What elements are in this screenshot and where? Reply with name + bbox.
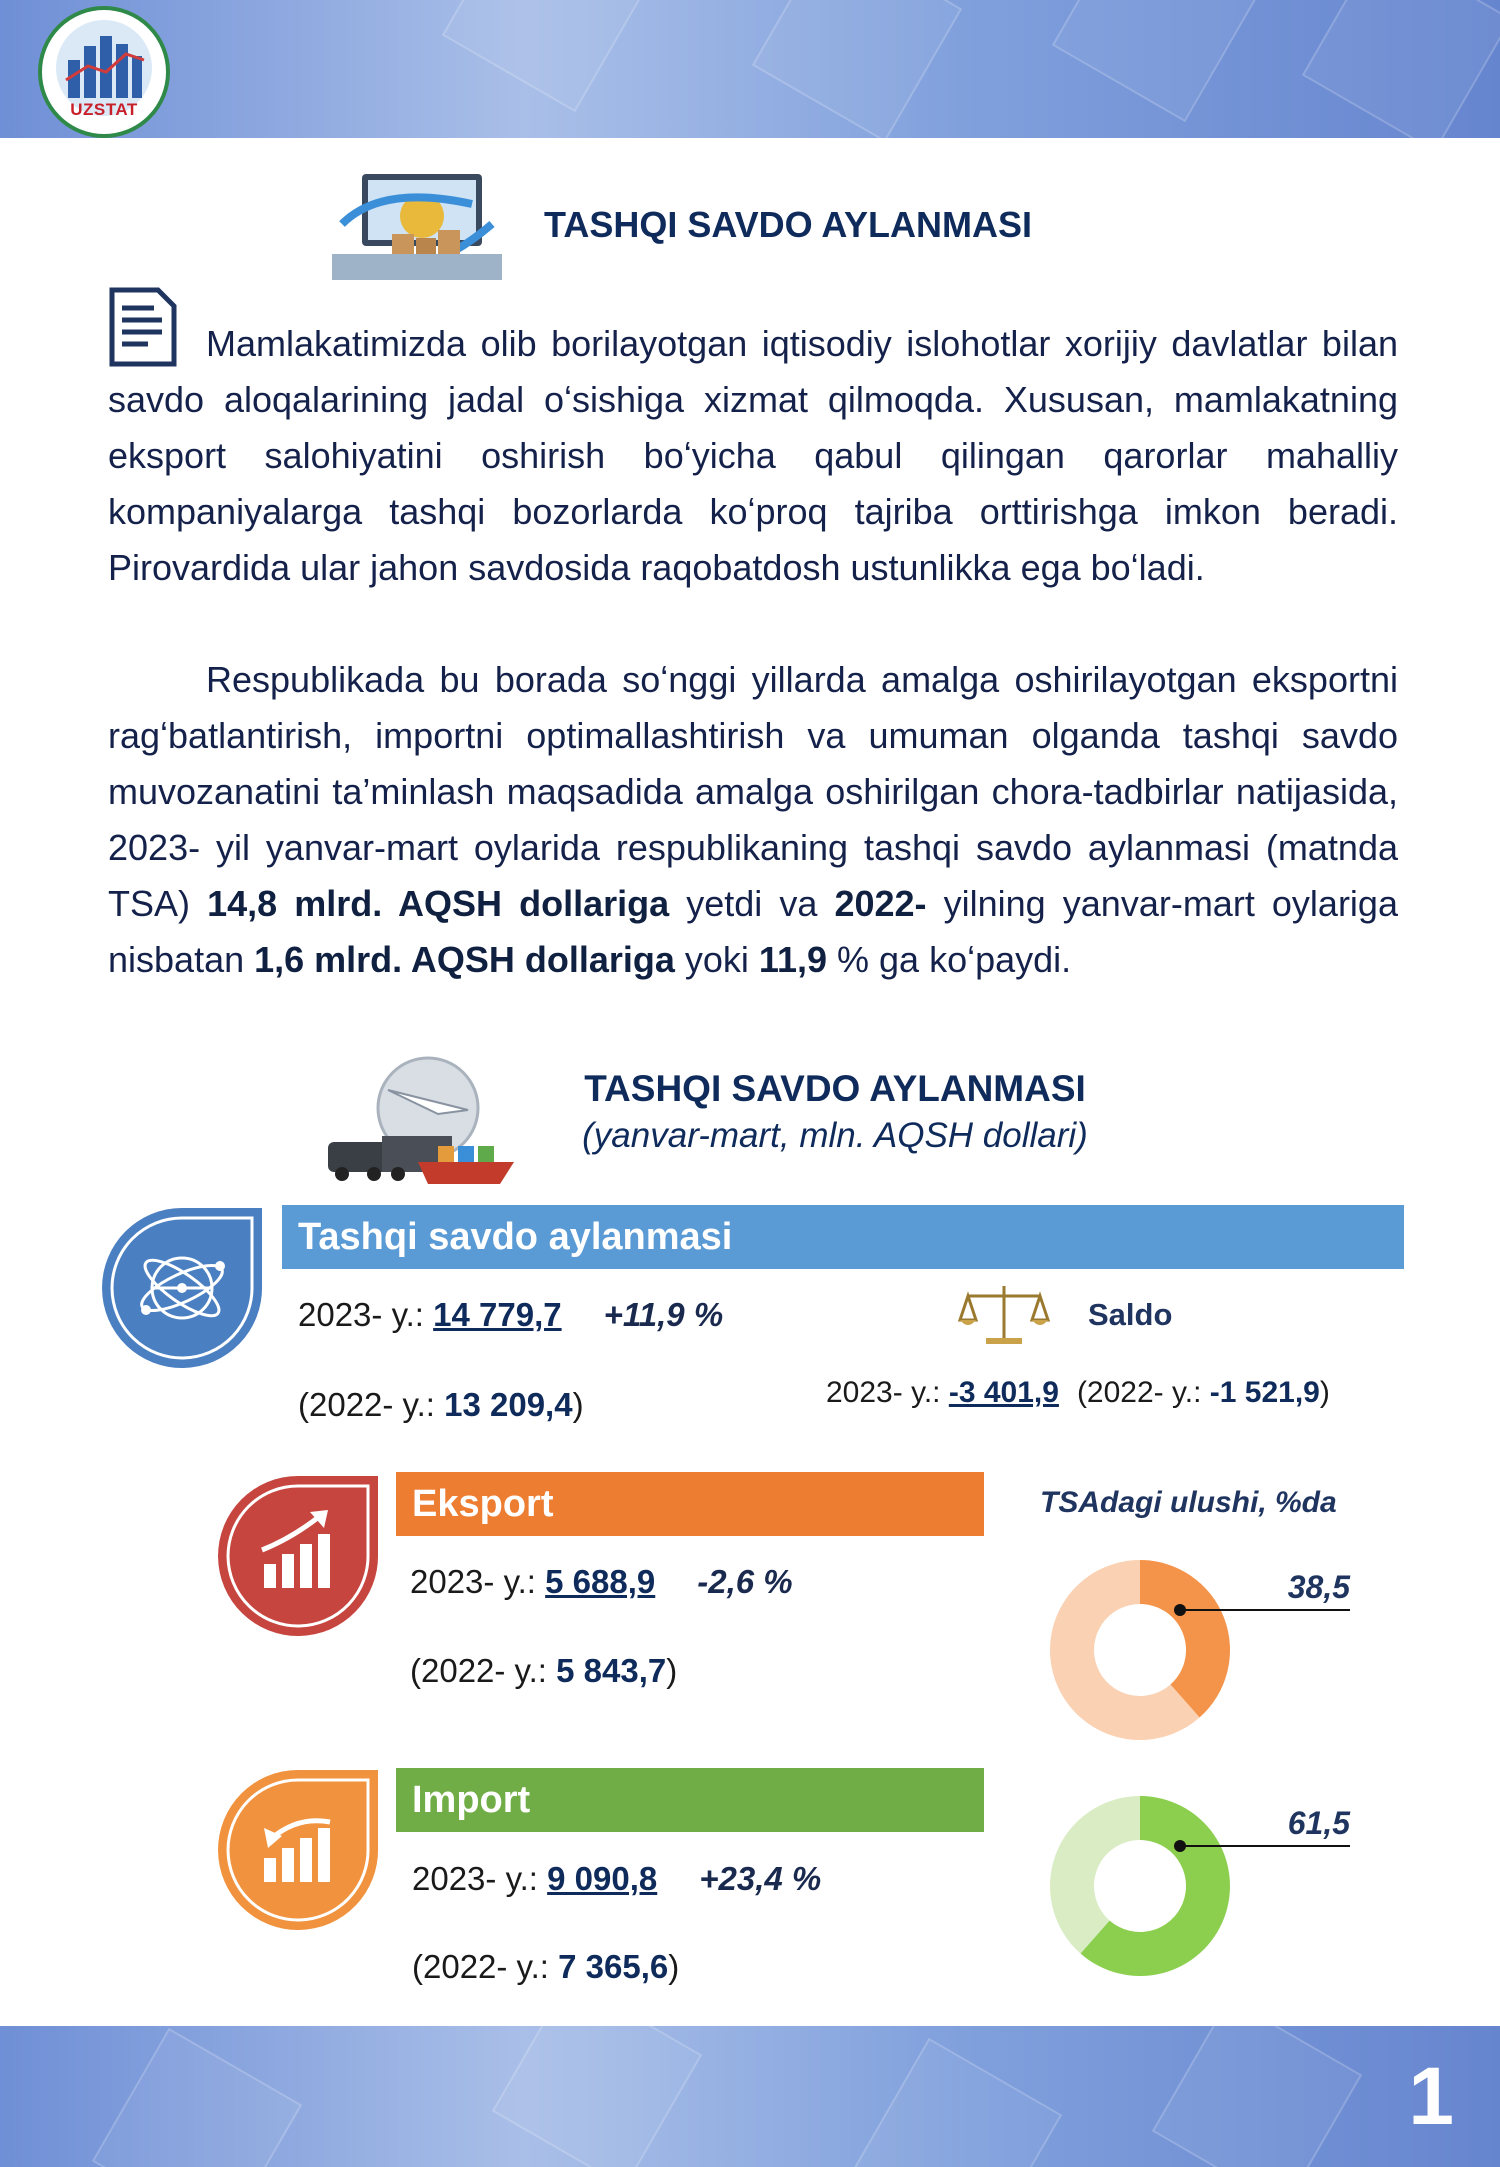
import-current [412, 1860, 821, 1898]
summary-paragraph [108, 652, 1398, 988]
summary-text: yoki [674, 939, 759, 980]
turnover-change: +11,9 % [603, 1296, 724, 1333]
import-change: +23,4 % [699, 1860, 822, 1897]
decor-hexagon [752, 0, 962, 138]
export-share-data-label: 38,5 [1287, 1569, 1350, 1605]
saldo-label: Saldo [1088, 1297, 1173, 1332]
prev-close: ) [1319, 1376, 1330, 1409]
saldo-values [826, 1376, 1330, 1410]
summary-text: % ga koʻpaydi. [827, 939, 1072, 980]
summary-highlight: 14,8 mlrd. AQSH dollariga [207, 883, 670, 924]
turnover-current [298, 1296, 723, 1334]
turnover-previous [298, 1386, 584, 1424]
summary-highlight: 1,6 mlrd. AQSH dollariga [254, 939, 675, 980]
year-label: 2023- y.: [412, 1860, 548, 1897]
decor-hexagon [442, 0, 652, 112]
import-share-data-label: 61,5 [1287, 1805, 1350, 1841]
import-chart-icon [212, 1766, 384, 1932]
turnover-value: 14 779,7 [433, 1296, 562, 1333]
export-prev-value: 5 843,7 [556, 1652, 667, 1689]
prev-label: (2022- y.: [1076, 1376, 1210, 1409]
saldo-prev-value: -1 521,9 [1209, 1376, 1320, 1409]
intro-paragraph [108, 316, 1398, 596]
year-label: 2023- y.: [410, 1563, 546, 1600]
decor-hexagon [92, 2028, 302, 2167]
turnover-prev-value: 13 209,4 [444, 1386, 573, 1423]
summary-highlight: 11,9 [758, 939, 828, 980]
summary-text: yilning yanvar-mart oylariga nisbatan [108, 883, 1398, 980]
export-current [410, 1563, 793, 1601]
scales-icon [958, 1280, 1050, 1348]
prev-label: (2022- y.: [298, 1386, 445, 1423]
prev-close: ) [668, 1948, 680, 1985]
footer-band [0, 2026, 1500, 2167]
export-change: -2,6 % [697, 1563, 793, 1600]
summary-highlight: 2022- [834, 883, 927, 924]
page-title: TASHQI SAVDO AYLANMASI [544, 204, 1033, 245]
turnover-header: Tashqi savdo aylanmasi [282, 1205, 1404, 1269]
summary-text: yetdi va [669, 883, 835, 924]
export-value: 5 688,9 [545, 1563, 656, 1600]
export-share-slice [1140, 1560, 1230, 1718]
decor-hexagon [492, 2026, 702, 2167]
saldo-value: -3 401,9 [948, 1376, 1059, 1409]
prev-label: (2022- y.: [410, 1652, 557, 1689]
import-header: Import [396, 1768, 984, 1832]
share-title: TSAdagi ulushi, %da [1040, 1486, 1337, 1519]
export-share-donut [1040, 1550, 1360, 1750]
year-label: 2023- y.: [298, 1296, 434, 1333]
trade-illustration-icon [322, 164, 512, 292]
page-number: 1 [1408, 2051, 1454, 2142]
chart-title: TASHQI SAVDO AYLANMASI [584, 1068, 1086, 1109]
import-value: 9 090,8 [547, 1860, 658, 1897]
decor-hexagon [852, 2038, 1062, 2167]
year-label: 2023- y.: [826, 1376, 949, 1409]
decor-hexagon [1152, 2026, 1362, 2167]
import-share-remainder-slice [1050, 1796, 1140, 1954]
prev-close: ) [666, 1652, 678, 1689]
globe-network-icon [96, 1204, 268, 1370]
import-previous [412, 1948, 679, 1986]
uzstat-logo [38, 6, 170, 138]
intro-text: Mamlakatimizda olib borilayotgan iqtisodiy islohotlar xorijiy davlatlar bilan savdo aloqalarining jadal oʻsishiga xizmat qilmoqda. Xususan, mamlakatning eksport salohiyatini oshirish boʻyicha qabul qilingan qarorlar mahalliy kompaniyalarga tashqi bozorlarda koʻproq tajriba orttirishga imkon beradi. Pirovardida ular jahon savdosida raqobatdosh ustunlikka ega boʻladi. [108, 323, 1398, 588]
prev-close: ) [572, 1386, 584, 1423]
decor-hexagon [1052, 0, 1262, 122]
prev-label: (2022- y.: [412, 1948, 559, 1985]
header-band [0, 0, 1500, 138]
import-share-donut [1040, 1786, 1360, 1986]
logo-text: UZSTAT [70, 100, 138, 119]
chart-subtitle: (yanvar-mart, mln. AQSH dollari) [582, 1116, 1088, 1155]
summary-text: Respublikada bu borada soʻnggi yillarda amalga oshirilayotgan eksportni ragʻbatlantirish, importni optimallashtirish va umuman olganda tashqi savdo muvozanatini ta’minlash maqsadida amalga oshirilgan chora-tadbirlar natijasida, 2023- yil yanvar-mart oylarida respublikaning tashqi savdo aylanmasi (matnda TSA) [108, 659, 1398, 924]
export-header: Eksport [396, 1472, 984, 1536]
import-prev-value: 7 365,6 [558, 1948, 669, 1985]
decor-hexagon [1302, 0, 1500, 138]
growth-chart-icon [212, 1472, 384, 1638]
export-previous [410, 1652, 677, 1690]
